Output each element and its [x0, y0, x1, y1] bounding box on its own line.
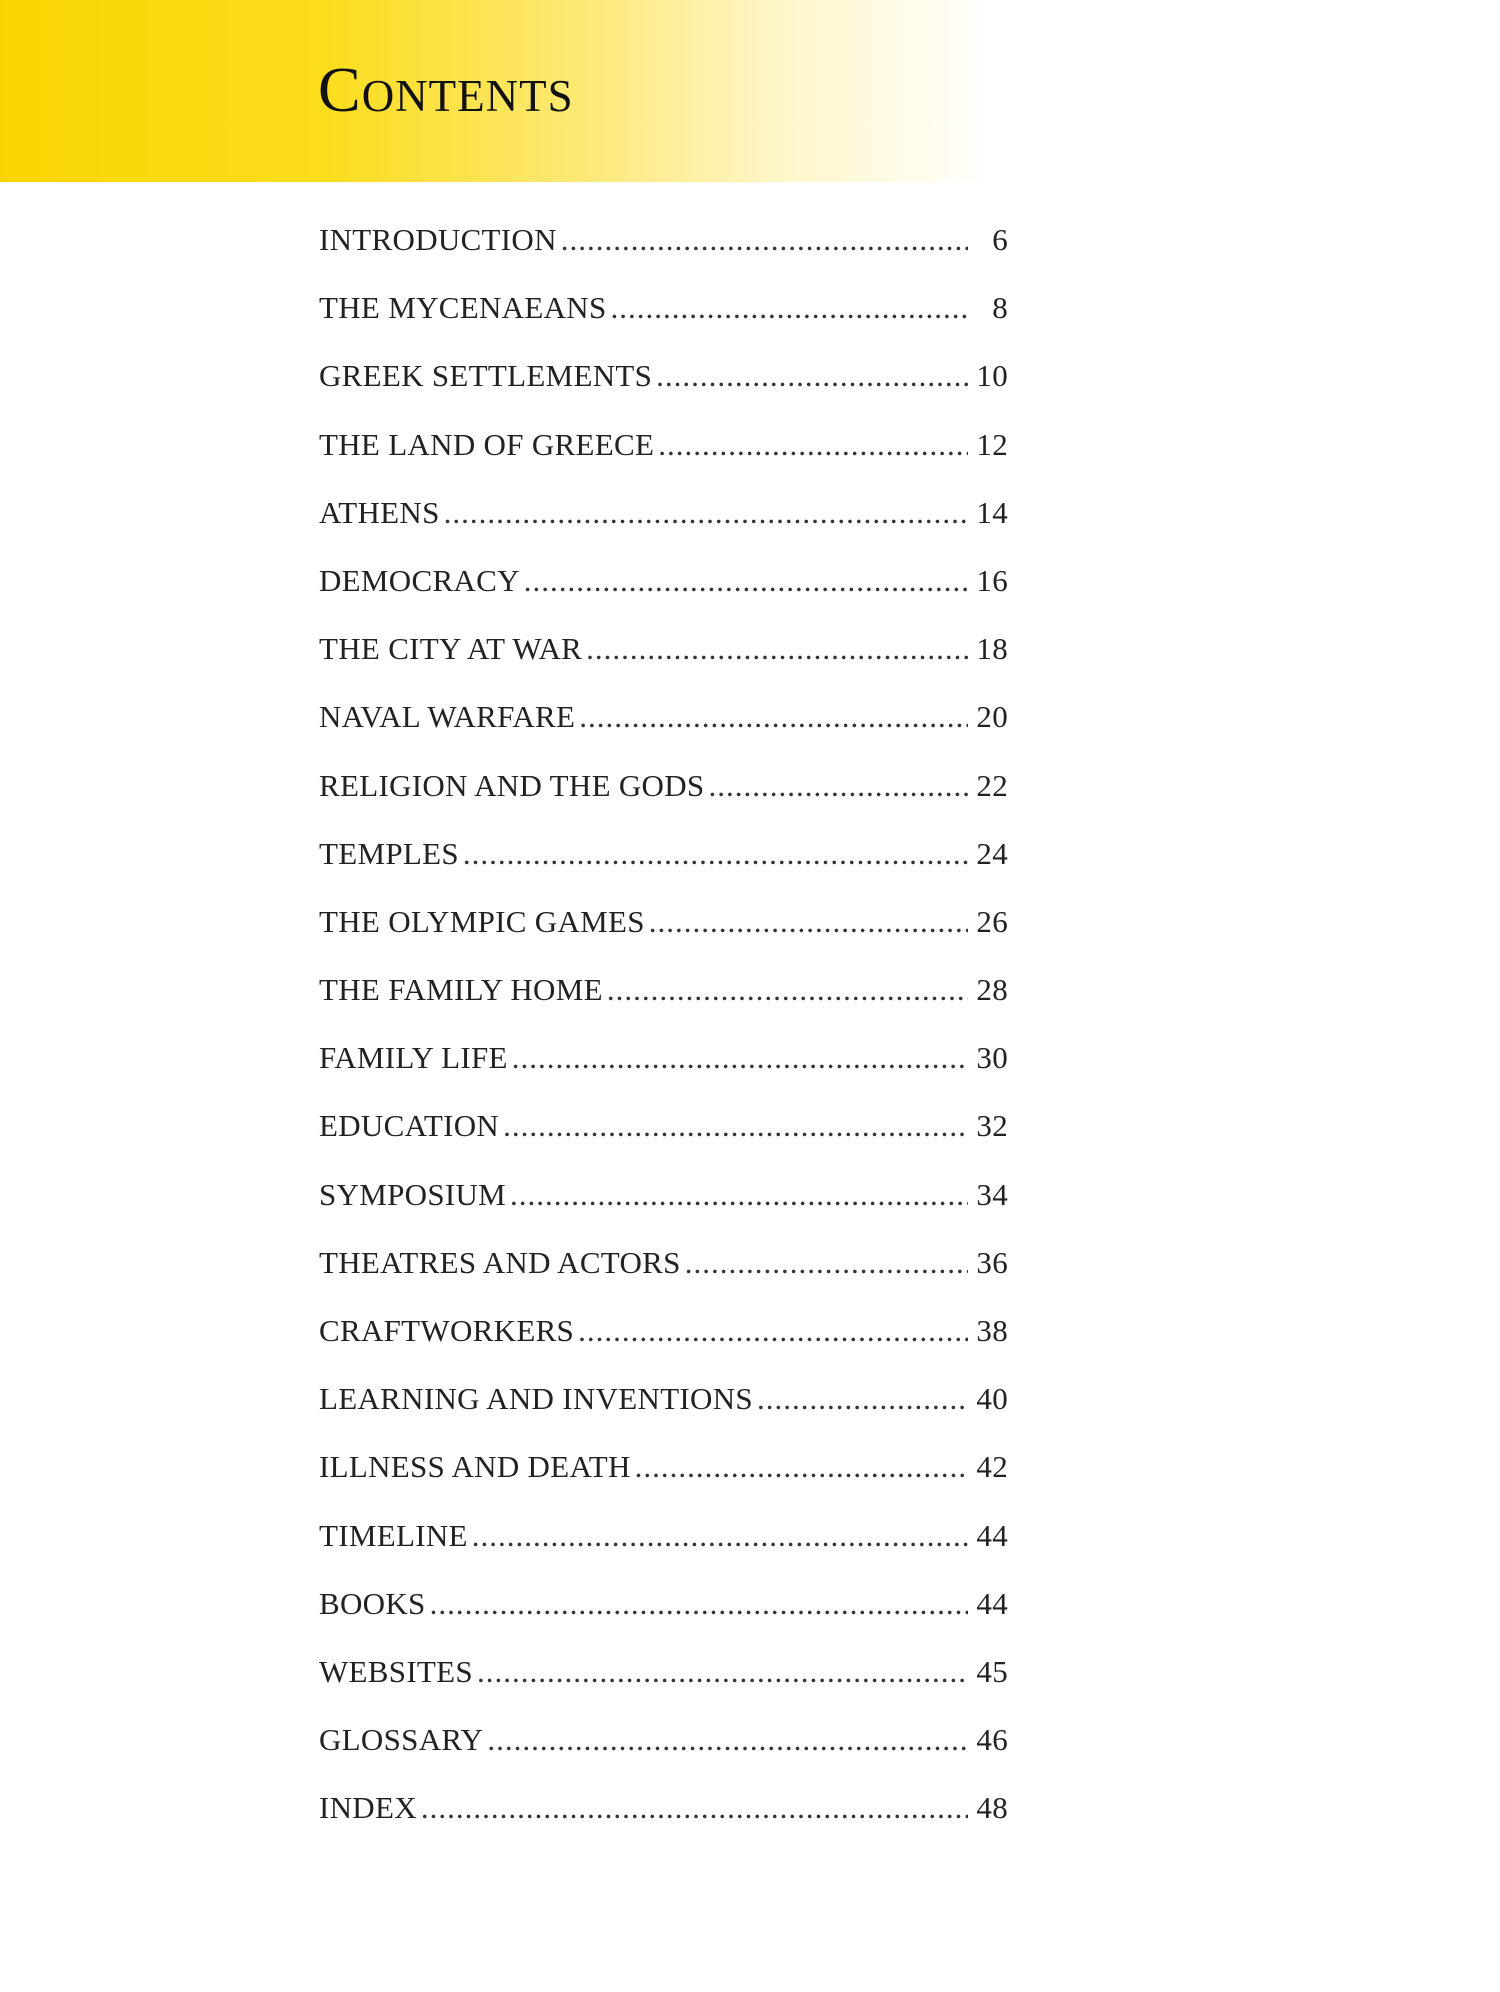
- toc-entry-page: 20: [976, 699, 1008, 735]
- dot-leader: [757, 1381, 968, 1417]
- dot-leader: [658, 427, 968, 463]
- toc-entry[interactable]: [319, 1654, 1008, 1722]
- toc-entry[interactable]: [319, 1313, 1008, 1381]
- toc-entry-page: 44: [976, 1585, 1008, 1621]
- toc-entry-title: INTRODUCTION: [319, 222, 557, 257]
- toc-entry-title: THE CITY AT WAR: [319, 631, 583, 667]
- toc-entry[interactable]: [319, 904, 1008, 972]
- toc-entry-page: 26: [976, 903, 1008, 939]
- dot-leader: [611, 290, 969, 326]
- toc-entry-title: THE OLYMPIC GAMES: [319, 903, 645, 939]
- toc-entry[interactable]: [319, 836, 1008, 904]
- dot-leader: [463, 836, 968, 872]
- toc-entry[interactable]: [319, 358, 1008, 426]
- toc-entry-page: 46: [976, 1722, 1008, 1758]
- toc-entry-title: FAMILY LIFE: [319, 1040, 508, 1076]
- toc-entry-title: RELIGION AND THE GODS: [319, 767, 705, 803]
- table-of-contents: [319, 222, 1008, 1859]
- toc-entry-title: THE MYCENAEANS: [319, 290, 607, 326]
- toc-entry-title: THE FAMILY HOME: [319, 972, 603, 1008]
- toc-entry[interactable]: [319, 1722, 1008, 1790]
- toc-entry-page: 16: [976, 562, 1008, 598]
- toc-entry-page: 36: [976, 1244, 1008, 1280]
- dot-leader: [586, 631, 968, 667]
- toc-entry-page: 18: [976, 631, 1008, 667]
- toc-entry-page: 48: [976, 1790, 1008, 1826]
- dot-leader: [503, 1108, 968, 1144]
- dot-leader: [635, 1449, 968, 1485]
- page-title: Contents: [318, 54, 574, 125]
- toc-entry-page: 14: [976, 494, 1008, 530]
- toc-entry-title: BOOKS: [319, 1585, 426, 1621]
- toc-entry-page: 34: [976, 1176, 1008, 1212]
- toc-entry-page: 40: [976, 1381, 1008, 1417]
- dot-leader: [472, 1518, 968, 1554]
- toc-entry[interactable]: [319, 222, 1008, 290]
- dot-leader: [708, 768, 968, 804]
- toc-entry[interactable]: [319, 631, 1008, 699]
- dot-leader: [487, 1722, 968, 1758]
- toc-entry[interactable]: [319, 290, 1008, 358]
- toc-entry[interactable]: [319, 495, 1008, 563]
- dot-leader: [607, 972, 968, 1008]
- dot-leader: [524, 563, 968, 599]
- dot-leader: [656, 358, 968, 394]
- toc-entry-title: WEBSITES: [319, 1653, 473, 1689]
- dot-leader: [512, 1040, 968, 1076]
- toc-entry-title: TEMPLES: [319, 835, 459, 871]
- dot-leader: [430, 1586, 968, 1622]
- dot-leader: [510, 1177, 968, 1213]
- toc-entry-title: THEATRES AND ACTORS: [319, 1244, 681, 1280]
- toc-entry[interactable]: [319, 427, 1008, 495]
- toc-entry-page: 38: [976, 1313, 1008, 1348]
- dot-leader: [444, 495, 968, 531]
- toc-entry-title: ATHENS: [319, 494, 440, 530]
- dot-leader: [685, 1245, 968, 1281]
- toc-entry-title: SYMPOSIUM: [319, 1176, 507, 1212]
- toc-entry-title: THE LAND OF GREECE: [319, 426, 655, 462]
- toc-entry[interactable]: [319, 1381, 1008, 1449]
- toc-entry[interactable]: [319, 1518, 1008, 1586]
- toc-entry[interactable]: [319, 699, 1008, 767]
- toc-entry-page: 10: [976, 358, 1008, 394]
- toc-entry-page: 28: [976, 972, 1008, 1008]
- dot-leader: [578, 1313, 968, 1349]
- toc-entry-page: 8: [992, 290, 1008, 326]
- toc-entry[interactable]: [319, 1449, 1008, 1517]
- toc-entry[interactable]: [319, 563, 1008, 631]
- toc-entry-title: CRAFTWORKERS: [319, 1313, 575, 1348]
- toc-entry-title: DEMOCRACY: [319, 562, 520, 598]
- toc-entry-title: INDEX: [319, 1790, 417, 1826]
- toc-entry-page: 32: [976, 1108, 1008, 1144]
- toc-entry[interactable]: [319, 1586, 1008, 1654]
- toc-entry-title: NAVAL WARFARE: [319, 699, 576, 735]
- toc-entry-title: EDUCATION: [319, 1108, 500, 1144]
- toc-entry[interactable]: [319, 1790, 1008, 1858]
- toc-entry-page: 24: [976, 835, 1008, 871]
- dot-leader: [477, 1654, 968, 1690]
- toc-entry[interactable]: [319, 1245, 1008, 1313]
- toc-entry-title: TIMELINE: [319, 1517, 468, 1553]
- toc-entry[interactable]: [319, 1040, 1008, 1108]
- toc-entry-title: ILLNESS AND DEATH: [319, 1449, 631, 1485]
- toc-entry-title: LEARNING AND INVENTIONS: [319, 1381, 753, 1417]
- toc-entry-page: 12: [976, 426, 1008, 462]
- dot-leader: [561, 222, 968, 258]
- toc-entry-page: 30: [976, 1040, 1008, 1076]
- dot-leader: [579, 699, 968, 735]
- toc-entry-page: 44: [976, 1517, 1008, 1553]
- toc-entry-page: 6: [992, 222, 1008, 257]
- toc-entry-page: 45: [976, 1653, 1008, 1689]
- toc-entry-title: GREEK SETTLEMENTS: [319, 358, 653, 394]
- toc-entry[interactable]: [319, 1177, 1008, 1245]
- toc-entry[interactable]: [319, 768, 1008, 836]
- toc-entry-title: GLOSSARY: [319, 1722, 484, 1758]
- toc-entry-page: 42: [976, 1449, 1008, 1485]
- toc-entry[interactable]: [319, 1108, 1008, 1176]
- dot-leader: [421, 1790, 968, 1826]
- dot-leader: [649, 904, 968, 940]
- toc-entry[interactable]: [319, 972, 1008, 1040]
- toc-entry-page: 22: [976, 767, 1008, 803]
